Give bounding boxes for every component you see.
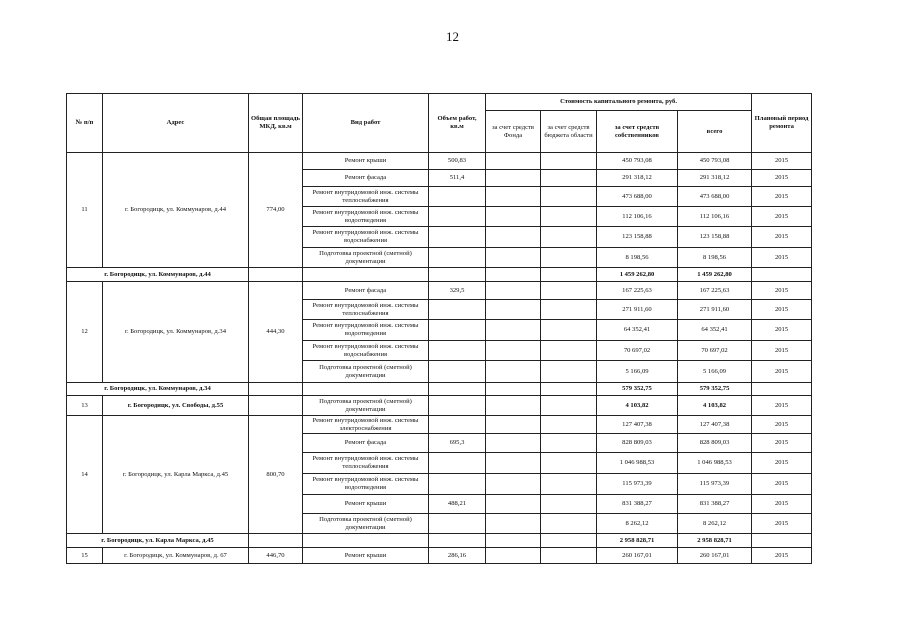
fund-cell <box>486 153 541 170</box>
work-type-cell: Ремонт фасада <box>303 282 429 300</box>
period-cell: 2015 <box>752 227 812 248</box>
address-cell: г. Богородицк, ул. Карла Маркса, д.45 <box>103 416 249 534</box>
table-row <box>67 153 812 170</box>
owners-cell: 115 973,39 <box>597 474 678 495</box>
region-cell <box>541 341 597 361</box>
work-type-cell: Ремонт крыши <box>303 495 429 514</box>
volume-cell <box>429 187 486 207</box>
work-type-cell: Ремонт фасада <box>303 434 429 453</box>
period-cell: 2015 <box>752 170 812 187</box>
region-cell <box>541 282 597 300</box>
subtotal-fund <box>486 534 541 548</box>
fund-cell <box>486 416 541 434</box>
fund-cell <box>486 396 541 416</box>
total-cell: 70 697,02 <box>678 341 752 361</box>
address-cell: г. Богородицк, ул. Коммунаров, д. 67 <box>103 548 249 564</box>
fund-cell <box>486 453 541 474</box>
period-cell: 2015 <box>752 396 812 416</box>
work-type-cell: Ремонт внутридомовой инж. системы водоотведения <box>303 207 429 227</box>
owners-cell: 8 198,56 <box>597 248 678 268</box>
subtotal-owners: 2 958 828,71 <box>597 534 678 548</box>
volume-cell <box>429 248 486 268</box>
volume-cell <box>429 514 486 534</box>
subtotal-area <box>249 534 303 548</box>
fund-cell <box>486 341 541 361</box>
period-cell: 2015 <box>752 153 812 170</box>
area-cell: 774,00 <box>249 153 303 268</box>
work-type-cell: Подготовка проектной (сметной) документации <box>303 361 429 383</box>
region-cell <box>541 416 597 434</box>
period-cell: 2015 <box>752 474 812 495</box>
work-type-cell: Ремонт фасада <box>303 170 429 187</box>
period-cell: 2015 <box>752 320 812 341</box>
fund-cell <box>486 300 541 320</box>
area-cell: 444,30 <box>249 282 303 383</box>
region-cell <box>541 453 597 474</box>
volume-cell <box>429 320 486 341</box>
work-type-cell: Ремонт внутридомовой инж. системы теплоснабжения <box>303 453 429 474</box>
total-cell: 115 973,39 <box>678 474 752 495</box>
row-number: 15 <box>67 548 103 564</box>
header-region: за счет средств бюджета области <box>541 111 597 153</box>
total-cell: 4 103,82 <box>678 396 752 416</box>
work-type-cell: Подготовка проектной (сметной) документации <box>303 396 429 416</box>
volume-cell <box>429 207 486 227</box>
address-cell: г. Богородицк, ул. Коммунаров, д.34 <box>103 282 249 383</box>
owners-cell: 112 106,16 <box>597 207 678 227</box>
volume-cell <box>429 474 486 495</box>
owners-cell: 4 103,82 <box>597 396 678 416</box>
owners-cell: 828 809,03 <box>597 434 678 453</box>
fund-cell <box>486 282 541 300</box>
total-cell: 8 262,12 <box>678 514 752 534</box>
subtotal-total: 579 352,75 <box>678 383 752 396</box>
work-type-cell: Ремонт внутридомовой инж. системы теплоснабжения <box>303 300 429 320</box>
header-total: всего <box>678 111 752 153</box>
total-cell: 127 407,38 <box>678 416 752 434</box>
total-cell: 5 166,09 <box>678 361 752 383</box>
subtotal-label: г. Богородицк, ул. Коммунаров, д.34 <box>67 383 249 396</box>
volume-cell <box>429 453 486 474</box>
period-cell: 2015 <box>752 361 812 383</box>
table-row <box>67 282 812 300</box>
fund-cell <box>486 227 541 248</box>
header-owners: за счет средств собственников <box>597 111 678 153</box>
region-cell <box>541 361 597 383</box>
header-volume: Объем работ, кв.м <box>429 94 486 153</box>
owners-cell: 450 793,08 <box>597 153 678 170</box>
work-type-cell: Ремонт внутридомовой инж. системы электроснабжения <box>303 416 429 434</box>
region-cell <box>541 248 597 268</box>
row-number: 11 <box>67 153 103 268</box>
work-type-cell: Ремонт крыши <box>303 548 429 564</box>
header-work-type: Вид работ <box>303 94 429 153</box>
total-cell: 291 318,12 <box>678 170 752 187</box>
region-cell <box>541 514 597 534</box>
total-cell: 271 911,60 <box>678 300 752 320</box>
header-address: Адрес <box>103 94 249 153</box>
period-cell: 2015 <box>752 434 812 453</box>
period-cell: 2015 <box>752 453 812 474</box>
fund-cell <box>486 474 541 495</box>
owners-cell: 167 225,63 <box>597 282 678 300</box>
volume-cell <box>429 361 486 383</box>
volume-cell: 488,21 <box>429 495 486 514</box>
subtotal-region <box>541 268 597 282</box>
subtotal-row <box>67 383 812 396</box>
region-cell <box>541 474 597 495</box>
volume-cell <box>429 341 486 361</box>
subtotal-work <box>303 534 429 548</box>
subtotal-region <box>541 534 597 548</box>
owners-cell: 831 388,27 <box>597 495 678 514</box>
fund-cell <box>486 434 541 453</box>
subtotal-period <box>752 268 812 282</box>
period-cell: 2015 <box>752 248 812 268</box>
work-type-cell: Ремонт крыши <box>303 153 429 170</box>
header-cost-group: Стоимость капитального ремонта, руб. <box>486 94 752 111</box>
row-number: 14 <box>67 416 103 534</box>
owners-cell: 70 697,02 <box>597 341 678 361</box>
subtotal-row <box>67 268 812 282</box>
subtotal-label: г. Богородицк, ул. Коммунаров, д.44 <box>67 268 249 282</box>
period-cell: 2015 <box>752 548 812 564</box>
volume-cell: 695,3 <box>429 434 486 453</box>
fund-cell <box>486 361 541 383</box>
fund-cell <box>486 514 541 534</box>
volume-cell: 329,5 <box>429 282 486 300</box>
period-cell: 2015 <box>752 282 812 300</box>
subtotal-area <box>249 383 303 396</box>
region-cell <box>541 207 597 227</box>
subtotal-owners: 1 459 262,80 <box>597 268 678 282</box>
total-cell: 64 352,41 <box>678 320 752 341</box>
region-cell <box>541 320 597 341</box>
total-cell: 167 225,63 <box>678 282 752 300</box>
subtotal-fund <box>486 383 541 396</box>
area-cell: 800,70 <box>249 416 303 534</box>
header-period: Плановый период ремонта <box>752 94 812 153</box>
address-cell: г. Богородицк, ул. Свободы, д.55 <box>103 396 249 416</box>
period-cell: 2015 <box>752 495 812 514</box>
row-number: 12 <box>67 282 103 383</box>
volume-cell <box>429 227 486 248</box>
subtotal-total: 1 459 262,80 <box>678 268 752 282</box>
period-cell: 2015 <box>752 514 812 534</box>
subtotal-area <box>249 268 303 282</box>
row-number: 13 <box>67 396 103 416</box>
fund-cell <box>486 170 541 187</box>
subtotal-volume <box>429 383 486 396</box>
owners-cell: 473 688,00 <box>597 187 678 207</box>
owners-cell: 291 318,12 <box>597 170 678 187</box>
owners-cell: 123 158,88 <box>597 227 678 248</box>
total-cell: 473 688,00 <box>678 187 752 207</box>
table-row <box>67 416 812 434</box>
area-cell <box>249 396 303 416</box>
fund-cell <box>486 207 541 227</box>
owners-cell: 8 262,12 <box>597 514 678 534</box>
work-type-cell: Ремонт внутридомовой инж. системы теплоснабжения <box>303 187 429 207</box>
work-type-cell: Подготовка проектной (сметной) документации <box>303 514 429 534</box>
total-cell: 8 198,56 <box>678 248 752 268</box>
work-type-cell: Ремонт внутридомовой инж. системы водоснабжения <box>303 341 429 361</box>
region-cell <box>541 548 597 564</box>
total-cell: 828 809,03 <box>678 434 752 453</box>
period-cell: 2015 <box>752 207 812 227</box>
subtotal-volume <box>429 534 486 548</box>
volume-cell <box>429 396 486 416</box>
total-cell: 1 046 988,53 <box>678 453 752 474</box>
volume-cell: 286,16 <box>429 548 486 564</box>
total-cell: 260 167,01 <box>678 548 752 564</box>
region-cell <box>541 227 597 248</box>
address-cell: г. Богородицк, ул. Коммунаров, д.44 <box>103 153 249 268</box>
volume-cell: 500,83 <box>429 153 486 170</box>
subtotal-volume <box>429 268 486 282</box>
region-cell <box>541 300 597 320</box>
region-cell <box>541 187 597 207</box>
total-cell: 123 158,88 <box>678 227 752 248</box>
region-cell <box>541 434 597 453</box>
owners-cell: 127 407,38 <box>597 416 678 434</box>
owners-cell: 1 046 988,53 <box>597 453 678 474</box>
total-cell: 450 793,08 <box>678 153 752 170</box>
work-type-cell: Ремонт внутридомовой инж. системы водоотведения <box>303 474 429 495</box>
subtotal-fund <box>486 268 541 282</box>
owners-cell: 271 911,60 <box>597 300 678 320</box>
period-cell: 2015 <box>752 300 812 320</box>
work-type-cell: Подготовка проектной (сметной) документации <box>303 248 429 268</box>
owners-cell: 260 167,01 <box>597 548 678 564</box>
page-number: 12 <box>446 29 459 44</box>
total-cell: 112 106,16 <box>678 207 752 227</box>
fund-cell <box>486 548 541 564</box>
fund-cell <box>486 495 541 514</box>
period-cell: 2015 <box>752 341 812 361</box>
region-cell <box>541 396 597 416</box>
total-cell: 831 388,27 <box>678 495 752 514</box>
subtotal-work <box>303 268 429 282</box>
fund-cell <box>486 248 541 268</box>
region-cell <box>541 495 597 514</box>
table-body <box>67 153 812 564</box>
work-type-cell: Ремонт внутридомовой инж. системы водоснабжения <box>303 227 429 248</box>
fund-cell <box>486 187 541 207</box>
volume-cell <box>429 300 486 320</box>
subtotal-owners: 579 352,75 <box>597 383 678 396</box>
owners-cell: 64 352,41 <box>597 320 678 341</box>
subtotal-total: 2 958 828,71 <box>678 534 752 548</box>
header-num: № п/п <box>67 94 103 153</box>
subtotal-label: г. Богородицк, ул. Карла Маркса, д.45 <box>67 534 249 548</box>
subtotal-region <box>541 383 597 396</box>
fund-cell <box>486 320 541 341</box>
repair-table <box>66 93 812 564</box>
table-row <box>67 396 812 416</box>
region-cell <box>541 170 597 187</box>
subtotal-work <box>303 383 429 396</box>
period-cell: 2015 <box>752 416 812 434</box>
header-fund: за счет средств Фонда <box>486 111 541 153</box>
header-area: Общая площадь МКД, кв.м <box>249 94 303 153</box>
owners-cell: 5 166,09 <box>597 361 678 383</box>
subtotal-period <box>752 534 812 548</box>
work-type-cell: Ремонт внутридомовой инж. системы водоотведения <box>303 320 429 341</box>
table-row <box>67 548 812 564</box>
period-cell: 2015 <box>752 187 812 207</box>
subtotal-row <box>67 534 812 548</box>
region-cell <box>541 153 597 170</box>
subtotal-period <box>752 383 812 396</box>
volume-cell: 511,4 <box>429 170 486 187</box>
area-cell: 446,70 <box>249 548 303 564</box>
volume-cell <box>429 416 486 434</box>
